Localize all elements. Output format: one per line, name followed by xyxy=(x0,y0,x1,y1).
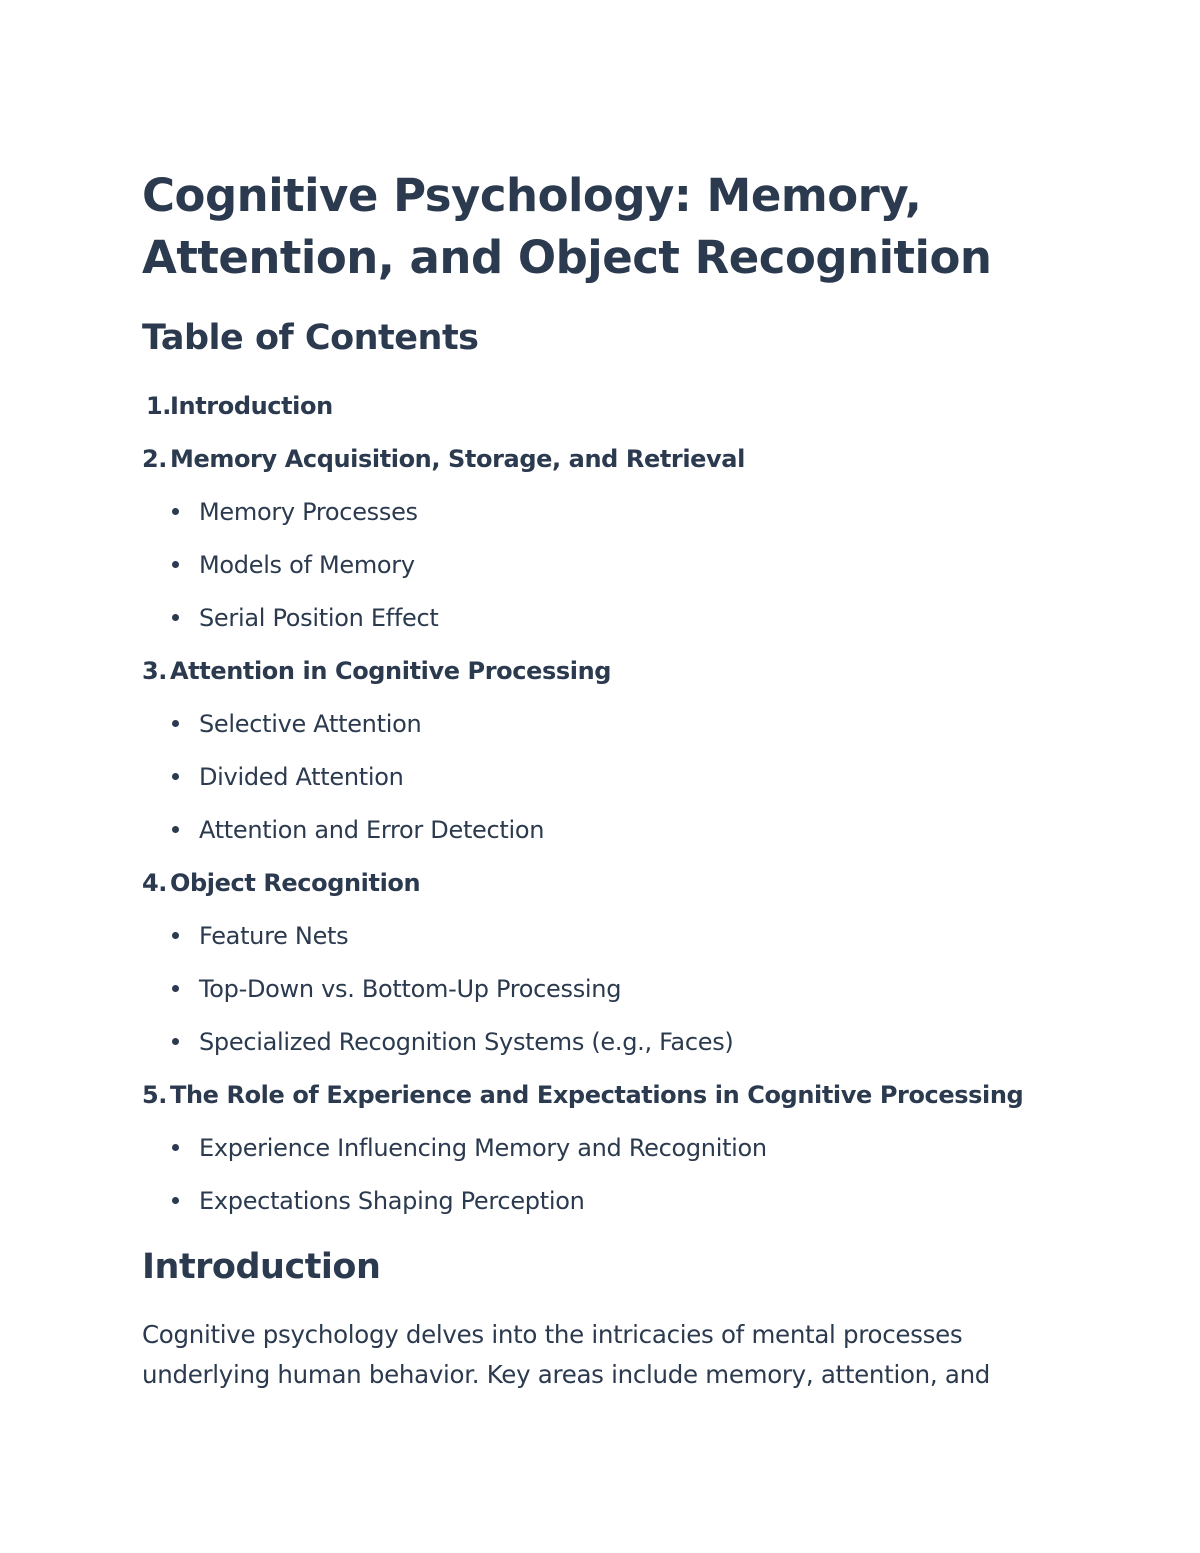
toc-subitem-label[interactable]: Expectations Shaping Perception xyxy=(199,1187,585,1215)
toc-section-memory[interactable] xyxy=(142,437,1042,490)
toc-section-label[interactable]: Memory Acquisition, Storage, and Retrieval xyxy=(170,445,745,473)
toc-subitem-label[interactable]: Experience Influencing Memory and Recognition xyxy=(199,1134,767,1162)
bullet-icon xyxy=(172,1197,179,1204)
bullet-icon xyxy=(172,614,179,621)
introduction-paragraph-line-2: underlying human behavior. Key areas include memory, attention, and xyxy=(142,1360,991,1389)
introduction-paragraph-line-1: Cognitive psychology delves into the intricacies of mental processes xyxy=(142,1320,963,1349)
bullet-icon xyxy=(172,932,179,939)
toc-subitem-label[interactable]: Serial Position Effect xyxy=(199,604,439,632)
toc-section-attention[interactable] xyxy=(142,649,1042,702)
bullet-icon xyxy=(172,561,179,568)
toc-subitem-label[interactable]: Divided Attention xyxy=(199,763,404,791)
toc-section-number: 2. xyxy=(142,445,168,473)
toc-section-number: 3. xyxy=(142,657,168,685)
bullet-icon xyxy=(172,508,179,515)
document-title-line-2: Attention, and Object Recognition xyxy=(142,231,992,284)
bullet-icon xyxy=(172,985,179,992)
toc-subitem-label[interactable]: Feature Nets xyxy=(199,922,349,950)
toc-section-number: 4. xyxy=(142,869,168,897)
toc-subitem-expectations-shaping[interactable] xyxy=(142,1179,1042,1232)
toc-subitem-label[interactable]: Attention and Error Detection xyxy=(199,816,545,844)
toc-section-number: 5. xyxy=(142,1081,168,1109)
toc-subitem-label[interactable]: Specialized Recognition Systems (e.g., Faces) xyxy=(199,1028,734,1056)
toc-subitem-feature-nets[interactable] xyxy=(142,914,1042,967)
introduction-heading: Introduction xyxy=(142,1247,381,1287)
toc-section-number: 1. xyxy=(146,392,172,420)
toc-section-label[interactable]: Introduction xyxy=(170,392,333,420)
toc-subitem-top-down-bottom-up[interactable] xyxy=(142,967,1042,1020)
toc-subitem-divided-attention[interactable] xyxy=(142,755,1042,808)
document-title-line-1: Cognitive Psychology: Memory, xyxy=(142,169,922,222)
toc-section-introduction[interactable] xyxy=(142,384,1042,437)
bullet-icon xyxy=(172,1038,179,1045)
toc-subitem-selective-attention[interactable] xyxy=(142,702,1042,755)
introduction-paragraph xyxy=(142,1315,1022,1395)
document-title xyxy=(142,165,991,289)
toc-subitem-memory-processes[interactable] xyxy=(142,490,1042,543)
toc-section-experience-expectations[interactable] xyxy=(142,1073,1042,1126)
toc-section-label[interactable]: The Role of Experience and Expectations in Cognitive Processing xyxy=(170,1081,1024,1109)
toc-subitem-models-of-memory[interactable] xyxy=(142,543,1042,596)
bullet-icon xyxy=(172,720,179,727)
toc-subitem-specialized-recognition[interactable] xyxy=(142,1020,1042,1073)
bullet-icon xyxy=(172,1144,179,1151)
toc-subitem-attention-error-detection[interactable] xyxy=(142,808,1042,861)
toc-subitem-label[interactable]: Selective Attention xyxy=(199,710,422,738)
bullet-icon xyxy=(172,826,179,833)
table-of-contents xyxy=(142,384,1042,1232)
toc-heading: Table of Contents xyxy=(142,318,479,358)
bullet-icon xyxy=(172,773,179,780)
toc-section-object-recognition[interactable] xyxy=(142,861,1042,914)
toc-subitem-label[interactable]: Top-Down vs. Bottom-Up Processing xyxy=(199,975,622,1003)
toc-subitem-label[interactable]: Memory Processes xyxy=(199,498,418,526)
toc-subitem-experience-influencing[interactable] xyxy=(142,1126,1042,1179)
toc-section-label[interactable]: Attention in Cognitive Processing xyxy=(170,657,612,685)
toc-subitem-serial-position-effect[interactable] xyxy=(142,596,1042,649)
toc-subitem-label[interactable]: Models of Memory xyxy=(199,551,415,579)
toc-section-label[interactable]: Object Recognition xyxy=(170,869,421,897)
